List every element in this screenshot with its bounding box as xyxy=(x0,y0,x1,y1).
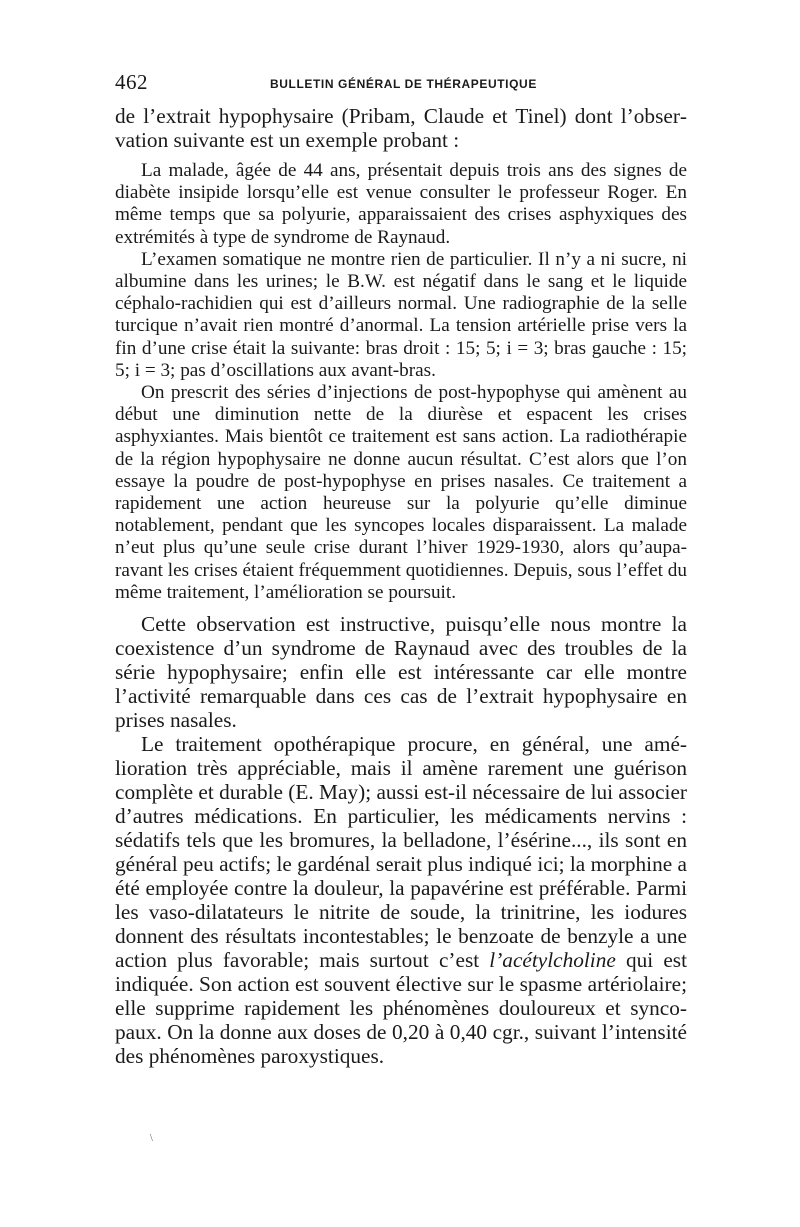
observation-paragraph: On prescrit des séries d’injections de post-hypophyse qui amènent au début une diminution nette de la diurèse et espacent les crises asphyxiantes. Mais bientôt ce traitement est sans action. La radiothérapie de la région hypophysaire ne donne aucun résultat. C’est alors que l’on essaye la poudre de post-hypophyse en prises nasales. Ce traitement a rapidement une action heureuse sur la polyurie qu’elle diminue notablement, pendant que les syncopes locales disparaissent. La malade n’eut plus qu’une seule crise durant l’hiver 1929-1930, alors qu’auparavant les crises étaient fréquemment quotidiennes. Depuis, sous l’effet du même traitement, l’amélioration se poursuit. xyxy=(115,382,687,603)
page-number: 462 xyxy=(115,70,148,94)
discussion-block xyxy=(115,612,687,1068)
observation-paragraph: L’examen somatique ne montre rien de particulier. Il n’y a ni sucre, ni albumine dans les urines; le B.W. est négatif dans le sang et le liquide céphalo-rachidien qui est d’ailleurs normal. Une radiographie de la selle turcique n’avait rien montré d’anormal. La tension artérielle prise vers la fin d’une crise était la suivante: bras droit : 15; 5; i = 3; bras gauche : 15; 5; i = 3; pas d’oscillations aux avant-bras. xyxy=(115,248,687,381)
observation-paragraph: La malade, âgée de 44 ans, présentait depuis trois ans des signes de diabète insipide lorsqu’elle est venue consulter le professeur Roger. En même temps que sa polyurie, apparaissaient des crises asphyxiques des extrémités à type de syndrome de Raynaud. xyxy=(115,160,687,248)
stray-mark: \ xyxy=(150,1133,153,1144)
page xyxy=(115,70,687,1068)
observation-block xyxy=(115,160,687,604)
intro-paragraph: de l’extrait hypophysaire (Pribam, Claude et Tinel) dont l’observation suivante est un exemple probant : xyxy=(115,104,687,152)
running-title: BULLETIN GÉNÉRAL DE THÉRAPEUTIQUE xyxy=(270,77,537,91)
discussion-text: Le traitement opothérapique procure, en général, une amélioration très appréciable, mais il amène rarement une guérison complète et durable (E. May); aussi est-il nécessaire de lui associer d’autres médications. En particulier, les médicaments nervins : sédatifs tels que les bromures, la belladone, l’ésérine..., ils sont en général peu actifs; le gardénal serait plus indiqué ici; la morphine a été employée contre la douleur, la papavérine est préférable. Parmi les vaso-dilatateurs le nitrite de soude, la trinitrine, les iodures donnent des résultats incontestables; le benzoate de benzyle a une action plus favorable; mais surtout c’est xyxy=(115,732,687,973)
discussion-paragraph xyxy=(115,732,687,1068)
discussion-paragraph: Cette observation est instructive, puisqu’elle nous montre la coexistence d’un syndrome de Raynaud avec des troubles de la série hypophysaire; enfin elle est intéressante car elle montre l’activité remarquable dans ces cas de l’extrait hypophysaire en prises nasales. xyxy=(115,612,687,733)
page-header xyxy=(115,70,687,104)
italic-term: l’acétylcholine xyxy=(489,948,616,973)
discussion-text: qui est indiquée. Son action est souvent élective sur le spasme artériolaire; elle supprime rapidement les phénomènes douloureux et syncopaux. On la donne aux doses de 0,20 à 0,40 cgr., suivant l’intensité des phénomènes paroxystiques. xyxy=(115,948,687,1069)
intro-block xyxy=(115,104,687,152)
